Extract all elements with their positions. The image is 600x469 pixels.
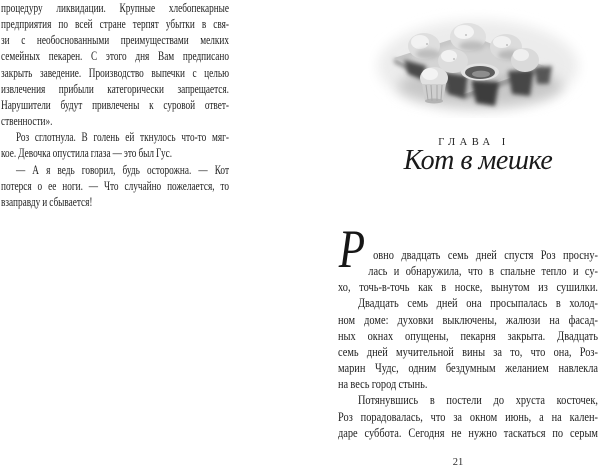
text-line: семейных пекарен. С этого дня Вам предписано xyxy=(1,48,229,64)
text-line: Двадцать семь дней она просыпалась в холод- xyxy=(357,295,598,311)
text-line: ственности». xyxy=(1,113,53,129)
cup xyxy=(534,66,552,84)
text-line: даре суббота. Сегодня не нужно таскаться по серым xyxy=(338,424,598,440)
muffin-tray-illustration xyxy=(368,8,588,118)
text-line: Роз порадовалась, что за окном июнь, а на кален- xyxy=(338,408,598,424)
text-line: процедуру ликвидации. Крупные хлебопекарные xyxy=(1,0,229,15)
text-line: закрыть заведение. Производство выпечки с целью xyxy=(1,64,229,80)
text-line: ных окнах опущены, пекарня закрыта. Двадцать xyxy=(338,327,598,343)
text-line: зи с необоснованными преимуществами мелких xyxy=(1,32,229,48)
text-line: потерся о ее ноги. — Что случайно пожелается, то xyxy=(1,177,229,193)
drop-cap: Р xyxy=(338,219,366,279)
left-page-text xyxy=(1,0,229,210)
text-line: марин Чудс, одним бездумным желанием навлекла xyxy=(338,360,598,376)
text-line: лась и обнаружила, что в спальне тепло и су- xyxy=(368,263,598,279)
chapter-title: Кот в мешке xyxy=(403,145,553,176)
text-line: взаправду и сбывается! xyxy=(1,193,93,209)
text-line: ном доме: духовки выключены, жалюзи на фасад- xyxy=(338,311,598,327)
text-line: овно двадцать семь дней спустя Роз просну- xyxy=(373,247,598,262)
text-line: предприятия по всей стране терпят убытки в свя- xyxy=(1,16,229,32)
right-page-lines xyxy=(338,247,598,441)
text-line: извлечения прибыли категорически запрещается. xyxy=(1,80,229,96)
text-line: — А я ведь говорил, будь осторожна. — Кот xyxy=(15,161,230,177)
text-line: семь дней мучительной вины за то, что она, Роз- xyxy=(338,343,598,359)
text-line: на весь город стынь. xyxy=(338,376,428,392)
text-line: кое. Девочка опустила глаза — это был Гус. xyxy=(1,145,173,161)
text-line: Потянувшись в постели до хруста косточек, xyxy=(357,392,598,408)
right-page-text xyxy=(338,219,598,441)
text-line: Нарушители будут привлечены к суровой ответ- xyxy=(1,96,229,112)
text-line: хо, точь-в-точь как в носке, вынутом из сушилки. xyxy=(338,279,598,295)
empty-cup-bottom xyxy=(472,71,490,78)
text-line: Роз сглотнула. В голень ей ткнулось что-то мяг- xyxy=(15,129,230,145)
page-number: 21 xyxy=(452,457,464,468)
chapter-label: ГЛАВА I xyxy=(438,137,510,148)
cup xyxy=(508,70,534,96)
